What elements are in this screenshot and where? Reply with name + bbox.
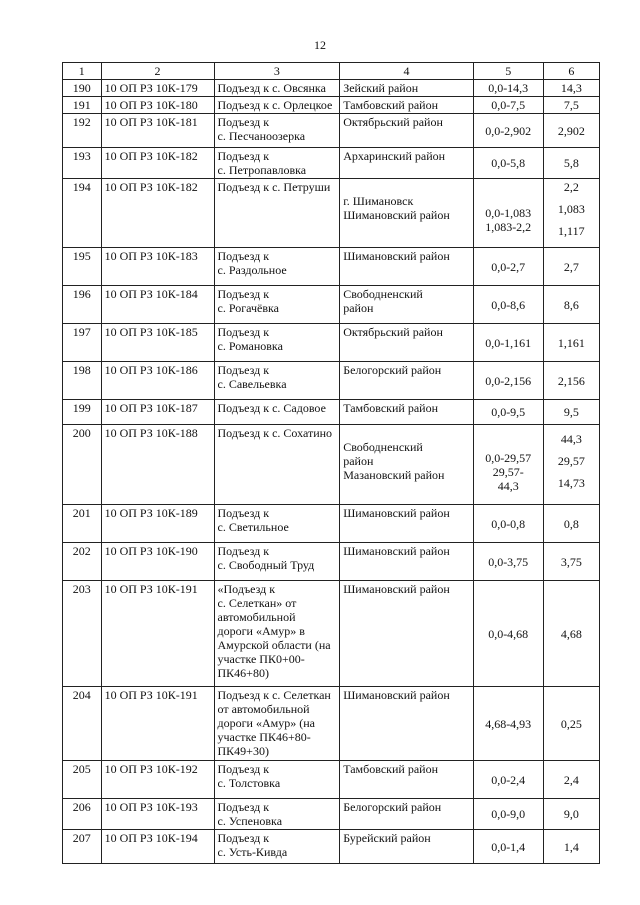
km-range (473, 114, 543, 148)
table-row (63, 97, 600, 114)
km-range-line: 44,3 (497, 478, 519, 493)
district (340, 97, 474, 114)
length-km (543, 425, 599, 505)
district-line: Свободненский (343, 440, 423, 454)
road-name-line: ПК46+80) (217, 666, 269, 680)
district-line: Октябрьский район (343, 325, 443, 339)
road-code: 10 ОП РЗ 10К-181 (101, 114, 214, 148)
district (340, 581, 474, 687)
district-line: Тамбовский район (343, 98, 439, 112)
road-name-line: с. Усть-Кивда (217, 845, 288, 859)
road-name-line: с. Селеткан» от (217, 596, 297, 610)
road-name-line: Подъезд к с. Овсянка (217, 81, 326, 95)
road-name-line: «Подъезд к (217, 582, 276, 596)
road-name-line: Подъезд к (217, 249, 270, 263)
road-name (214, 799, 340, 830)
row-number: 202 (63, 543, 102, 581)
road-code: 10 ОП РЗ 10К-192 (101, 761, 214, 799)
length-line: 9,0 (563, 807, 579, 821)
length-line: 0,8 (563, 516, 579, 531)
column-header: 6 (543, 63, 599, 80)
district-line: Шимановский район (343, 506, 450, 520)
page-number: 12 (314, 38, 326, 52)
district-line: Свободненский (343, 287, 423, 301)
km-range-line: 0,0-4,68 (488, 626, 529, 641)
district-line: г. Шимановск (343, 194, 414, 208)
road-name (214, 97, 340, 114)
km-range-line: 0,0-2,156 (485, 373, 532, 388)
table-row (63, 148, 600, 179)
district (340, 324, 474, 362)
road-name (214, 248, 340, 286)
road-name-line: Подъезд к (217, 115, 270, 129)
road-code: 10 ОП РЗ 10К-182 (101, 148, 214, 179)
road-code: 10 ОП РЗ 10К-193 (101, 799, 214, 830)
road-name-line: участке ПК46+80- (217, 730, 311, 744)
column-header: 1 (63, 63, 102, 80)
district (340, 148, 474, 179)
road-name-line: Подъезд к (217, 800, 270, 814)
road-name-line: от автомобильной (217, 702, 310, 716)
length-line: 14,3 (560, 81, 582, 95)
km-range-line: 0,0-5,8 (491, 156, 526, 170)
district-line: Бурейский район (343, 831, 431, 845)
km-range (473, 581, 543, 687)
road-name-line: Подъезд к с. Садовое (217, 401, 326, 415)
row-number: 206 (63, 799, 102, 830)
length-km (543, 324, 599, 362)
road-name-line: ПК49+30) (217, 744, 269, 758)
header-row (63, 63, 600, 80)
road-name-line: участке ПК0+00- (217, 652, 305, 666)
column-header: 3 (214, 63, 340, 80)
district (340, 80, 474, 97)
row-number: 203 (63, 581, 102, 687)
km-range-line: 0,0-8,6 (491, 297, 526, 312)
road-name (214, 505, 340, 543)
length-km (543, 248, 599, 286)
road-code: 10 ОП РЗ 10К-188 (101, 425, 214, 505)
road-name (214, 362, 340, 400)
km-range-line: 0,0-1,4 (491, 839, 526, 854)
road-name (214, 761, 340, 799)
road-name-line: с. Успеновка (217, 814, 283, 828)
length-km (543, 687, 599, 761)
road-name-line: Подъезд к (217, 762, 270, 776)
road-code: 10 ОП РЗ 10К-179 (101, 80, 214, 97)
table-row (63, 581, 600, 687)
length-km (543, 830, 599, 864)
row-number: 193 (63, 148, 102, 179)
km-range-line: 0,0-1,083 (485, 206, 532, 220)
road-name-line: Подъезд к с. Петруши (217, 180, 331, 194)
length-line: 0,25 (560, 716, 582, 731)
table-row (63, 179, 600, 248)
length-line: 4,68 (560, 626, 582, 641)
road-code: 10 ОП РЗ 10К-187 (101, 400, 214, 425)
column-header: 2 (101, 63, 214, 80)
length-km (543, 179, 599, 248)
road-name-line: дороги «Амур» (на (217, 716, 315, 730)
row-number: 207 (63, 830, 102, 864)
road-name-line: с. Рогачёвка (217, 301, 279, 315)
km-range (473, 425, 543, 505)
district (340, 286, 474, 324)
km-range (473, 248, 543, 286)
road-code: 10 ОП РЗ 10К-183 (101, 248, 214, 286)
length-line: 1,117 (558, 224, 585, 238)
district-line: Архаринский район (343, 149, 446, 163)
road-name (214, 148, 340, 179)
road-name (214, 543, 340, 581)
road-name (214, 114, 340, 148)
table-row (63, 799, 600, 830)
length-km (543, 581, 599, 687)
row-number: 194 (63, 179, 102, 248)
road-name (214, 830, 340, 864)
district-line: Шимановский район (343, 688, 450, 702)
length-km (543, 286, 599, 324)
district (340, 761, 474, 799)
row-number: 200 (63, 425, 102, 505)
length-line: 44,3 (560, 431, 582, 446)
km-range-line: 0,0-3,75 (488, 554, 529, 569)
district (340, 362, 474, 400)
km-range-line: 0,0-7,5 (491, 98, 526, 112)
road-name-line: Подъезд к (217, 544, 270, 558)
district (340, 248, 474, 286)
km-range (473, 400, 543, 425)
road-name (214, 80, 340, 97)
road-name-line: с. Толстовка (217, 776, 281, 790)
road-name-line: Подъезд к (217, 287, 270, 301)
road-name-line: Подъезд к (217, 149, 270, 163)
km-range-line: 0,0-9,5 (491, 405, 526, 419)
district-line (343, 180, 470, 194)
road-name-line: автомобильной (217, 610, 296, 624)
road-name-line: с. Песчаноозерка (217, 129, 306, 143)
km-range (473, 97, 543, 114)
district-line: Мазановский район (343, 468, 445, 482)
district (340, 543, 474, 581)
km-range-line (477, 437, 540, 451)
road-code: 10 ОП РЗ 10К-189 (101, 505, 214, 543)
km-range (473, 687, 543, 761)
km-range (473, 179, 543, 248)
length-km (543, 543, 599, 581)
district-line: Шимановский район (343, 249, 450, 263)
km-range (473, 761, 543, 799)
district-line: район (343, 301, 374, 315)
length-line: 1,161 (557, 335, 585, 350)
district-line: Тамбовский район (343, 762, 439, 776)
district-line: Белогорский район (343, 800, 442, 814)
km-range (473, 324, 543, 362)
road-name (214, 687, 340, 761)
district-line: Шимановский район (343, 208, 450, 222)
road-code: 10 ОП РЗ 10К-190 (101, 543, 214, 581)
road-name (214, 400, 340, 425)
road-code: 10 ОП РЗ 10К-191 (101, 581, 214, 687)
column-header: 5 (473, 63, 543, 80)
road-name (214, 581, 340, 687)
length-line: 1,4 (563, 839, 579, 854)
km-range (473, 505, 543, 543)
district-line (343, 426, 470, 440)
length-km (543, 761, 599, 799)
road-name-line: с. Светильное (217, 520, 289, 534)
length-km (543, 362, 599, 400)
km-range-line: 0,0-2,902 (485, 123, 532, 138)
road-code: 10 ОП РЗ 10К-180 (101, 97, 214, 114)
district (340, 400, 474, 425)
length-km (543, 799, 599, 830)
road-name (214, 324, 340, 362)
row-number: 190 (63, 80, 102, 97)
length-line: 7,5 (563, 98, 579, 112)
table-row (63, 324, 600, 362)
road-name-line: Подъезд к (217, 363, 270, 377)
road-name-line: Амурской области (на (217, 638, 331, 652)
row-number: 199 (63, 400, 102, 425)
road-name-line: Подъезд к (217, 325, 270, 339)
length-line: 2,902 (557, 123, 585, 138)
km-range-line: 0,0-14,3 (488, 81, 529, 95)
km-range-line: 0,0-2,4 (491, 772, 526, 787)
table-row (63, 543, 600, 581)
table-row (63, 80, 600, 97)
road-name-line: с. Савельевка (217, 377, 287, 391)
district (340, 687, 474, 761)
district (340, 114, 474, 148)
km-range (473, 799, 543, 830)
road-name-line: Подъезд к с. Орлецкое (217, 98, 333, 112)
district (340, 830, 474, 864)
km-range-line: 29,57- (492, 464, 524, 479)
table-row (63, 286, 600, 324)
km-range (473, 148, 543, 179)
road-name-line: Подъезд к с. Сохатино (217, 426, 333, 440)
district-line: Шимановский район (343, 544, 450, 558)
district (340, 179, 474, 248)
length-line: 14,73 (557, 475, 585, 490)
road-name (214, 286, 340, 324)
km-range-line: 0,0-9,0 (491, 807, 526, 821)
length-line: 29,57 (557, 453, 585, 468)
district (340, 505, 474, 543)
district-line: Зейский район (343, 81, 419, 95)
length-km (543, 148, 599, 179)
km-range (473, 80, 543, 97)
row-number: 195 (63, 248, 102, 286)
road-code: 10 ОП РЗ 10К-186 (101, 362, 214, 400)
road-name-line: Подъезд к (217, 831, 270, 845)
length-line: 3,75 (560, 554, 582, 569)
row-number: 196 (63, 286, 102, 324)
km-range-line: 0,0-1,161 (485, 335, 532, 350)
road-name-line: с. Свободный Труд (217, 558, 315, 572)
district (340, 425, 474, 505)
row-number: 204 (63, 687, 102, 761)
row-number: 197 (63, 324, 102, 362)
road-name (214, 425, 340, 505)
km-range (473, 362, 543, 400)
road-name-line: Подъезд к (217, 506, 270, 520)
table-row (63, 114, 600, 148)
length-km (543, 505, 599, 543)
district-line: Октябрьский район (343, 115, 443, 129)
district-line: Белогорский район (343, 363, 442, 377)
km-range-line (477, 192, 540, 206)
length-line: 5,8 (563, 156, 579, 170)
length-km (543, 80, 599, 97)
road-name-line: Подъезд к с. Селеткан (217, 688, 331, 702)
district-line: район (343, 454, 374, 468)
road-name-line: с. Романовка (217, 339, 283, 353)
table-row (63, 687, 600, 761)
km-range (473, 830, 543, 864)
km-range (473, 286, 543, 324)
road-name-line: дороги «Амур» в (217, 624, 305, 638)
roads-table (62, 62, 600, 864)
length-line: 2,7 (563, 259, 579, 274)
km-range-line: 0,0-29,57 (485, 450, 532, 465)
km-range-line: 4,68-4,93 (485, 716, 532, 731)
table-row (63, 248, 600, 286)
road-code: 10 ОП РЗ 10К-191 (101, 687, 214, 761)
table-row (63, 505, 600, 543)
length-km (543, 400, 599, 425)
district (340, 799, 474, 830)
length-line: 2,4 (563, 772, 579, 787)
table-row (63, 425, 600, 505)
district-line: Шимановский район (343, 582, 450, 596)
row-number: 192 (63, 114, 102, 148)
road-code: 10 ОП РЗ 10К-185 (101, 324, 214, 362)
road-name-line: с. Раздольное (217, 263, 287, 277)
length-km (543, 97, 599, 114)
length-km (543, 114, 599, 148)
district-line: Тамбовский район (343, 401, 439, 415)
road-code: 10 ОП РЗ 10К-194 (101, 830, 214, 864)
table-row (63, 362, 600, 400)
km-range-line: 0,0-0,8 (491, 516, 526, 531)
road-code: 10 ОП РЗ 10К-184 (101, 286, 214, 324)
length-line: 2,2 (563, 180, 579, 194)
row-number: 201 (63, 505, 102, 543)
length-line: 8,6 (563, 297, 579, 312)
row-number: 205 (63, 761, 102, 799)
row-number: 198 (63, 362, 102, 400)
length-line: 2,156 (557, 373, 585, 388)
length-line: 1,083 (557, 202, 585, 216)
row-number: 191 (63, 97, 102, 114)
road-name (214, 179, 340, 248)
table-row (63, 830, 600, 864)
table-row (63, 761, 600, 799)
km-range-line: 0,0-2,7 (491, 259, 526, 274)
km-range-line: 1,083-2,2 (485, 220, 532, 234)
table-row (63, 400, 600, 425)
road-name-line: с. Петропавловка (217, 163, 307, 177)
km-range (473, 543, 543, 581)
length-line: 9,5 (563, 405, 579, 419)
column-header: 4 (340, 63, 474, 80)
road-code: 10 ОП РЗ 10К-182 (101, 179, 214, 248)
